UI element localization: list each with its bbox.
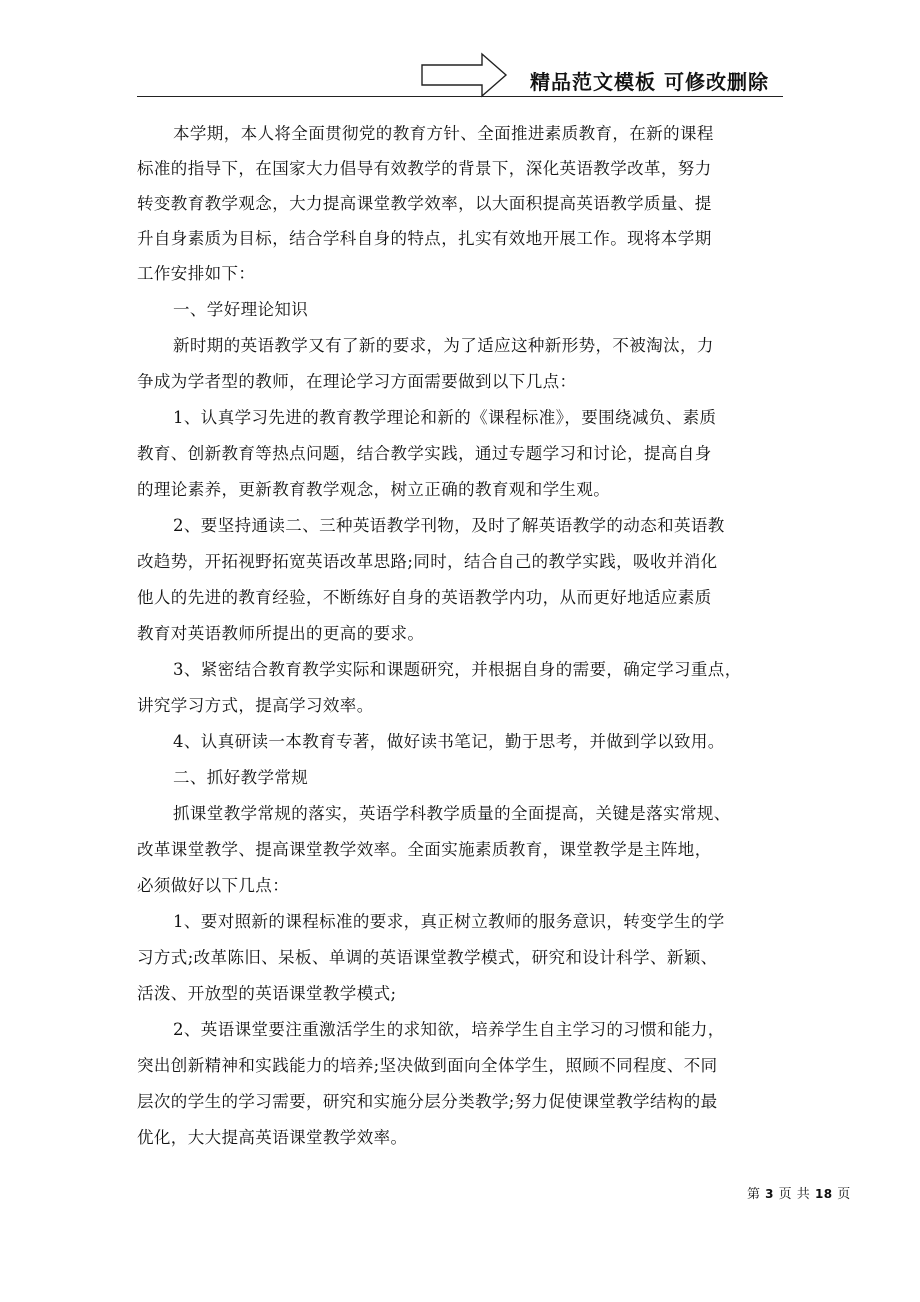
paragraph-line: 抓课堂教学常规的落实，英语学科教学质量的全面提高，关键是落实常规、	[173, 804, 731, 823]
footer-prefix: 第	[747, 1187, 761, 1202]
paragraph-line: 活泼、开放型的英语课堂教学模式;	[137, 984, 397, 1003]
current-page: 3	[765, 1187, 775, 1201]
arrow-right-icon	[420, 52, 508, 98]
page-number	[747, 1183, 851, 1202]
paragraph-line: 争成为学者型的教师，在理论学习方面需要做到以下几点：	[137, 372, 577, 391]
paragraph-line: 本学期，本人将全面贯彻党的教育方针、全面推进素质教育，在新的课程	[173, 124, 714, 143]
paragraph-line: 升自身素质为目标，结合学科自身的特点，扎实有效地开展工作。现将本学期	[137, 229, 712, 248]
section-heading: 二、抓好教学常规	[173, 768, 309, 787]
section-heading: 一、学好理论知识	[173, 300, 309, 319]
paragraph-line: 1、要对照新的课程标准的要求，真正树立教师的服务意识，转变学生的学	[173, 912, 725, 931]
paragraph-line: 教育、创新教育等热点问题，结合教学实践，通过专题学习和讨论，提高自身	[137, 444, 712, 463]
paragraph-line: 3、紧密结合教育教学实际和课题研究，并根据自身的需要，确定学习重点，	[173, 660, 742, 679]
total-pages: 18	[814, 1187, 833, 1201]
paragraph-line: 突出创新精神和实践能力的培养;坚决做到面向全体学生，照顾不同程度、不同	[137, 1056, 718, 1075]
footer-middle: 页 共	[778, 1187, 811, 1202]
header-rule	[137, 96, 783, 97]
paragraph-line: 必须做好以下几点：	[137, 876, 290, 895]
paragraph-line: 新时期的英语教学又有了新的要求，为了适应这种新形势，不被淘汰，力	[173, 336, 714, 355]
paragraph-line: 2、英语课堂要注重激活学生的求知欲，培养学生自主学习的习惯和能力，	[173, 1020, 725, 1039]
paragraph-line: 1、认真学习先进的教育教学理论和新的《课程标准》，要围绕减负、素质	[173, 408, 717, 427]
paragraph-line: 改革课堂教学、提高课堂教学效率。全面实施素质教育，课堂教学是主阵地，	[137, 840, 712, 859]
paragraph-line: 层次的学生的学习需要，研究和实施分层分类教学;努力促使课堂教学结构的最	[137, 1092, 718, 1111]
paragraph-line: 的理论素养，更新教育教学观念，树立正确的教育观和学生观。	[137, 480, 611, 499]
paragraph-line: 优化，大大提高英语课堂教学效率。	[137, 1128, 408, 1147]
paragraph-line: 习方式;改革陈旧、呆板、单调的英语课堂教学模式，研究和设计科学、新颖、	[137, 948, 718, 967]
paragraph-line: 标准的指导下，在国家大力倡导有效教学的背景下，深化英语教学改革，努力	[137, 159, 712, 178]
paragraph-line: 他人的先进的教育经验，不断练好自身的英语教学内功，从而更好地适应素质	[137, 588, 712, 607]
page-header	[0, 0, 920, 100]
paragraph-line: 改趋势，开拓视野拓宽英语改革思路;同时，结合自己的教学实践，吸收并消化	[137, 552, 718, 571]
footer-suffix: 页	[837, 1187, 851, 1202]
paragraph-line: 4、认真研读一本教育专著，做好读书笔记，勤于思考，并做到学以致用。	[173, 732, 725, 751]
header-title: 精品范文模板 可修改删除	[530, 70, 769, 94]
paragraph-line: 2、要坚持通读二、三种英语教学刊物，及时了解英语教学的动态和英语教	[173, 516, 725, 535]
paragraph-line: 转变教育教学观念，大力提高课堂教学效率，以大面积提高英语教学质量、提	[137, 194, 712, 213]
paragraph-line: 讲究学习方式，提高学习效率。	[137, 696, 374, 715]
paragraph-line: 工作安排如下：	[137, 264, 256, 283]
paragraph-line: 教育对英语教师所提出的更高的要求。	[137, 624, 425, 643]
